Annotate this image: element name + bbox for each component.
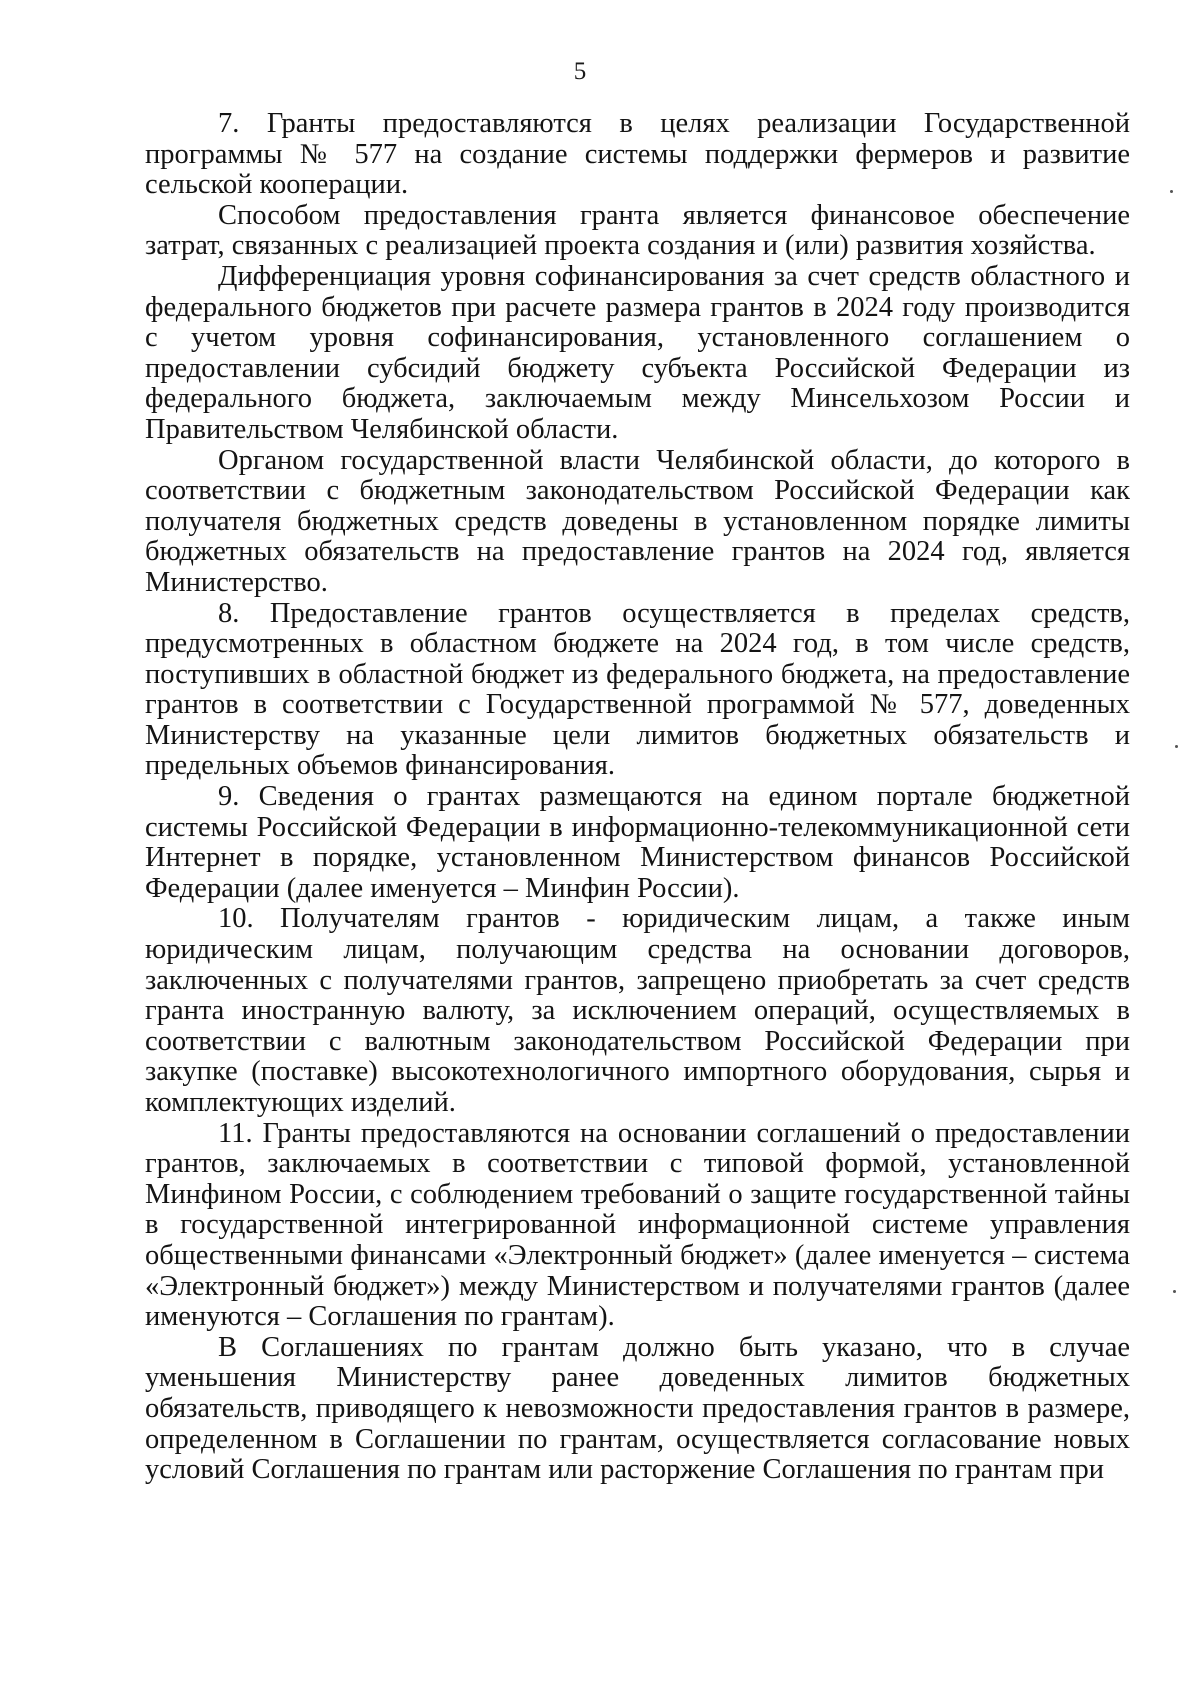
scan-speck [1170, 190, 1173, 193]
scan-speck [1175, 745, 1178, 748]
paragraph-authority: Органом государственной власти Челябинской области, до которого в соответствии с бюджетным законодательством Российской Федерации как получателя бюджетных средств доведены в установленном порядке лимиты бюджетных обязательств на предоставление грантов на 2024 год, является Министерство. [145, 444, 1130, 598]
paragraph-10: 10. Получателям грантов - юридическим лицам, а также иным юридическим лицам, получающим средства на основании договоров, заключенных с получателями грантов, запрещено приобретать за счет средств гранта иностранную валюту, за исключением операций, осуществляемых в соответствии с валютным законодательством Российской Федерации при закупке (поставке) высокотехнологичного импортного оборудования, сырья и комплектующих изделий. [145, 903, 1130, 1118]
paragraph-9: 9. Сведения о грантах размещаются на едином портале бюджетной системы Российской Федерации в информационно-телекоммуникационной сети Интернет в порядке, установленном Министерством финансов Российской Федерации (далее именуется – Минфин России). [145, 781, 1130, 904]
paragraph-cofinancing: Дифференциация уровня софинансирования за счет средств областного и федерального бюджетов при расчете размера грантов в 2024 году производится с учетом уровня софинансирования, установленного соглашением о предоставлении субсидий бюджету субъекта Российской Федерации из федерального бюджета, заключаемым между Минсельхозом России и Правительством Челябинской области. [145, 260, 1130, 445]
document-body [145, 109, 1130, 1486]
paragraph-grant-method: Способом предоставления гранта является финансовое обеспечение затрат, связанных с реализацией проекта создания и (или) развития хозяйства. [145, 199, 1130, 262]
page-number: 5 [573, 58, 587, 85]
paragraph-8: 8. Предоставление грантов осуществляется в пределах средств, предусмотренных в областном бюджете на 2024 год, в том числе средств, поступивших в областной бюджет из федерального бюджета, на предоставление грантов в соответствии с Государственной программой № 577, доведенных Министерству на указанные цели лимитов бюджетных обязательств и предельных объемов финансирования. [145, 597, 1130, 782]
paragraph-agreements: В Соглашениях по грантам должно быть указано, что в случае уменьшения Министерству ранее доведенных лимитов бюджетных обязательств, приводящего к невозможности предоставления грантов в размере, определенном в Соглашении по грантам, осуществляется согласование новых условий Соглашения по грантам или расторжение Соглашения по грантам при [145, 1331, 1130, 1486]
scan-speck [1173, 1290, 1176, 1293]
paragraph-11: 11. Гранты предоставляются на основании соглашений о предоставлении грантов, заключаемых в соответствии с типовой формой, установленной Минфином России, с соблюдением требований о защите государственной тайны в государственной интегрированной информационной системе управления общественными финансами «Электронный бюджет» (далее именуется – система «Электронный бюджет») между Министерством и получателями грантов (далее именуются – Соглашения по грантам). [145, 1117, 1130, 1333]
paragraph-7: 7. Гранты предоставляются в целях реализации Государственной программы № 577 на создание системы поддержки фермеров и развитие сельской кооперации. [145, 108, 1130, 201]
